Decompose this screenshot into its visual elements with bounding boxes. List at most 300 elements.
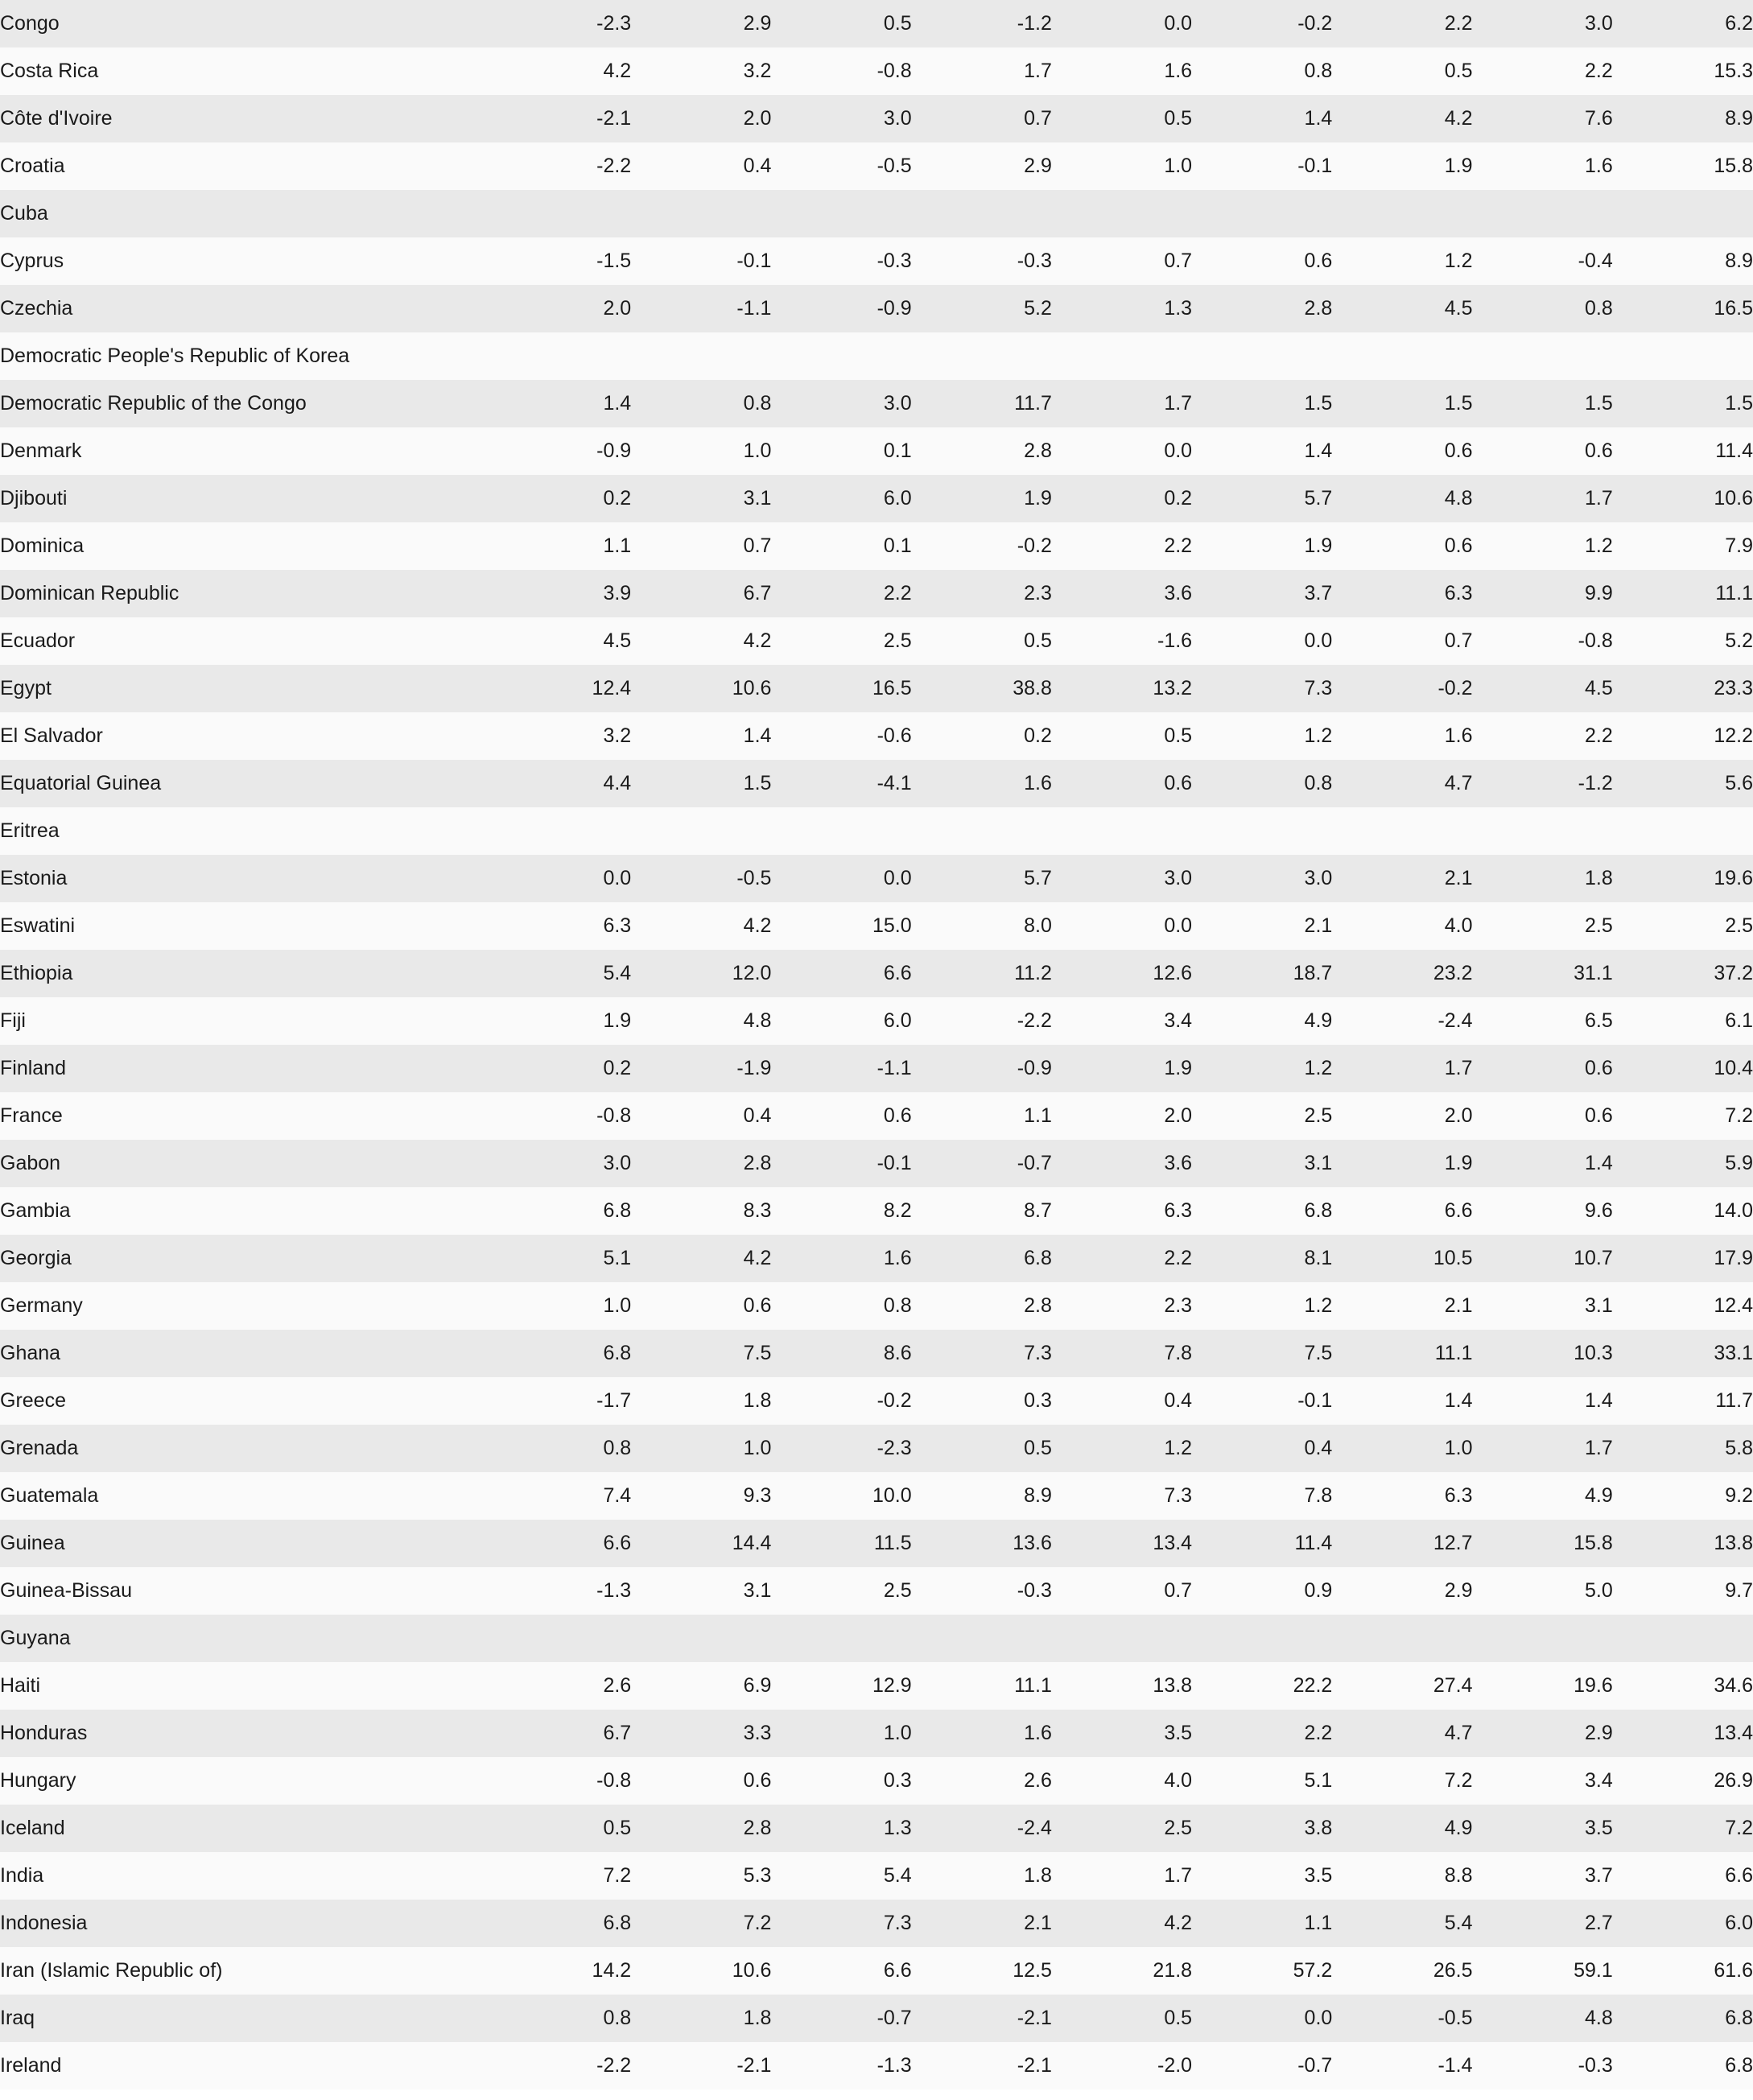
value-cell: 3.1: [631, 475, 771, 522]
value-cell: 3.0: [1192, 855, 1332, 902]
value-cell: 3.6: [1052, 1140, 1192, 1187]
value-cell: 7.2: [631, 1900, 771, 1947]
value-cell: 9.3: [631, 1472, 771, 1520]
country-cell: Eswatini: [0, 902, 491, 950]
value-cell: 2.8: [631, 1805, 771, 1852]
value-cell: 3.0: [771, 380, 911, 427]
value-cell: 3.1: [631, 1567, 771, 1615]
value-cell: 4.0: [1052, 1757, 1192, 1805]
value-cell: 4.9: [1192, 997, 1332, 1045]
value-cell: 6.3: [1332, 570, 1472, 617]
value-cell: 0.6: [1052, 760, 1192, 807]
country-cell: Honduras: [0, 1710, 491, 1757]
country-cell: Denmark: [0, 427, 491, 475]
value-cell: 2.5: [1473, 902, 1613, 950]
value-cell: 2.3: [912, 570, 1052, 617]
country-cell: Grenada: [0, 1425, 491, 1472]
table-row: [0, 1947, 1753, 1995]
value-cell: 11.5: [771, 1520, 911, 1567]
value-cell: 11.7: [912, 380, 1052, 427]
value-cell: [1613, 1615, 1753, 1662]
value-cell: 5.2: [1613, 617, 1753, 665]
value-cell: 1.0: [631, 1425, 771, 1472]
country-cell: Côte d'Ivoire: [0, 95, 491, 142]
value-cell: 0.2: [491, 1045, 631, 1092]
value-cell: 2.9: [1473, 1710, 1613, 1757]
value-cell: 2.1: [1332, 1282, 1472, 1330]
value-cell: [771, 332, 911, 380]
table-row: [0, 1900, 1753, 1947]
value-cell: -0.4: [1473, 237, 1613, 285]
value-cell: 10.3: [1473, 1330, 1613, 1377]
table-row: [0, 2042, 1753, 2090]
table-row: [0, 1235, 1753, 1282]
country-cell: Haiti: [0, 1662, 491, 1710]
value-cell: 37.2: [1613, 950, 1753, 997]
value-cell: 5.4: [1332, 1900, 1472, 1947]
value-cell: 12.4: [1613, 1282, 1753, 1330]
value-cell: 2.1: [1192, 902, 1332, 950]
value-cell: 6.3: [1052, 1187, 1192, 1235]
value-cell: 6.8: [491, 1187, 631, 1235]
value-cell: 15.3: [1613, 47, 1753, 95]
value-cell: 0.5: [912, 1425, 1052, 1472]
value-cell: 1.1: [491, 522, 631, 570]
value-cell: 0.4: [631, 142, 771, 190]
value-cell: 23.3: [1613, 665, 1753, 712]
country-cell: Dominican Republic: [0, 570, 491, 617]
value-cell: 19.6: [1473, 1662, 1613, 1710]
value-cell: 3.5: [1052, 1710, 1192, 1757]
value-cell: 2.2: [1052, 522, 1192, 570]
value-cell: 13.8: [1613, 1520, 1753, 1567]
value-cell: [1192, 190, 1332, 237]
value-cell: 9.7: [1613, 1567, 1753, 1615]
value-cell: 1.9: [1332, 1140, 1472, 1187]
country-cell: Estonia: [0, 855, 491, 902]
table-row: [0, 332, 1753, 380]
value-cell: 1.7: [1052, 1852, 1192, 1900]
value-cell: 1.0: [1332, 1425, 1472, 1472]
value-cell: 34.6: [1613, 1662, 1753, 1710]
value-cell: 17.9: [1613, 1235, 1753, 1282]
value-cell: -0.1: [1192, 1377, 1332, 1425]
value-cell: 6.0: [771, 475, 911, 522]
value-cell: -1.4: [1332, 2042, 1472, 2090]
value-cell: 2.9: [1332, 1567, 1472, 1615]
table-row: [0, 760, 1753, 807]
value-cell: -0.8: [491, 1757, 631, 1805]
value-cell: 6.6: [771, 1947, 911, 1995]
value-cell: 9.2: [1613, 1472, 1753, 1520]
value-cell: 10.0: [771, 1472, 911, 1520]
value-cell: 7.2: [1613, 1092, 1753, 1140]
value-cell: 7.3: [771, 1900, 911, 1947]
value-cell: [1332, 190, 1472, 237]
value-cell: [491, 807, 631, 855]
value-cell: 6.0: [771, 997, 911, 1045]
value-cell: 2.1: [1332, 855, 1472, 902]
value-cell: 6.1: [1613, 997, 1753, 1045]
value-cell: 38.8: [912, 665, 1052, 712]
value-cell: 2.1: [912, 1900, 1052, 1947]
value-cell: 3.7: [1473, 1852, 1613, 1900]
value-cell: 7.9: [1613, 522, 1753, 570]
value-cell: 12.2: [1613, 712, 1753, 760]
value-cell: 2.2: [1332, 0, 1472, 47]
value-cell: 0.2: [491, 475, 631, 522]
value-cell: 12.9: [771, 1662, 911, 1710]
value-cell: 0.8: [491, 1425, 631, 1472]
value-cell: 4.5: [1332, 285, 1472, 332]
value-cell: -1.9: [631, 1045, 771, 1092]
value-cell: 15.8: [1473, 1520, 1613, 1567]
value-cell: 8.9: [912, 1472, 1052, 1520]
table-row: [0, 1377, 1753, 1425]
value-cell: 1.7: [912, 47, 1052, 95]
value-cell: -1.3: [491, 1567, 631, 1615]
country-cell: France: [0, 1092, 491, 1140]
value-cell: -2.1: [912, 1995, 1052, 2042]
value-cell: [631, 190, 771, 237]
value-cell: -2.3: [771, 1425, 911, 1472]
value-cell: 0.2: [1052, 475, 1192, 522]
value-cell: 1.7: [1332, 1045, 1472, 1092]
value-cell: -4.1: [771, 760, 911, 807]
table-row: [0, 1330, 1753, 1377]
value-cell: -0.5: [771, 142, 911, 190]
value-cell: [1613, 332, 1753, 380]
value-cell: 13.8: [1052, 1662, 1192, 1710]
country-cell: Djibouti: [0, 475, 491, 522]
value-cell: 3.5: [1192, 1852, 1332, 1900]
value-cell: 5.7: [912, 855, 1052, 902]
value-cell: 6.8: [1613, 1995, 1753, 2042]
value-cell: 3.0: [1052, 855, 1192, 902]
country-cell: Democratic People's Republic of Korea: [0, 332, 491, 380]
value-cell: 6.6: [491, 1520, 631, 1567]
value-cell: 0.5: [1052, 712, 1192, 760]
country-cell: Eritrea: [0, 807, 491, 855]
value-cell: 10.6: [631, 665, 771, 712]
value-cell: [1473, 807, 1613, 855]
value-cell: 1.9: [1192, 522, 1332, 570]
value-cell: 31.1: [1473, 950, 1613, 997]
value-cell: 26.9: [1613, 1757, 1753, 1805]
value-cell: 0.5: [771, 0, 911, 47]
table-row: [0, 522, 1753, 570]
table-row: [0, 617, 1753, 665]
value-cell: 1.0: [631, 427, 771, 475]
value-cell: -2.2: [912, 997, 1052, 1045]
country-cell: Czechia: [0, 285, 491, 332]
table-row: [0, 1710, 1753, 1757]
country-cell: Cyprus: [0, 237, 491, 285]
value-cell: 1.1: [1192, 1900, 1332, 1947]
value-cell: 6.6: [1613, 1852, 1753, 1900]
value-cell: 13.6: [912, 1520, 1052, 1567]
value-cell: 11.1: [1332, 1330, 1472, 1377]
value-cell: 8.0: [912, 902, 1052, 950]
value-cell: 4.2: [631, 902, 771, 950]
country-cell: Guyana: [0, 1615, 491, 1662]
country-cell: Greece: [0, 1377, 491, 1425]
value-cell: [771, 1615, 911, 1662]
country-cell: Guatemala: [0, 1472, 491, 1520]
value-cell: 2.8: [1192, 285, 1332, 332]
value-cell: [1052, 190, 1192, 237]
value-cell: 6.8: [491, 1900, 631, 1947]
value-cell: [771, 807, 911, 855]
value-cell: [1192, 807, 1332, 855]
value-cell: -0.1: [1192, 142, 1332, 190]
value-cell: -0.9: [491, 427, 631, 475]
value-cell: 1.6: [1332, 712, 1472, 760]
value-cell: 26.5: [1332, 1947, 1472, 1995]
value-cell: 0.4: [1192, 1425, 1332, 1472]
value-cell: 0.6: [631, 1282, 771, 1330]
value-cell: 0.0: [1052, 427, 1192, 475]
value-cell: 10.6: [1613, 475, 1753, 522]
value-cell: -0.2: [1192, 0, 1332, 47]
country-cell: Guinea-Bissau: [0, 1567, 491, 1615]
value-cell: -0.3: [771, 237, 911, 285]
value-cell: 0.0: [1192, 617, 1332, 665]
value-cell: -2.3: [491, 0, 631, 47]
value-cell: 6.3: [491, 902, 631, 950]
value-cell: 3.8: [1192, 1805, 1332, 1852]
value-cell: [1473, 190, 1613, 237]
country-cell: Guinea: [0, 1520, 491, 1567]
value-cell: 1.4: [1473, 1140, 1613, 1187]
value-cell: 1.8: [631, 1995, 771, 2042]
value-cell: 59.1: [1473, 1947, 1613, 1995]
value-cell: 4.2: [1052, 1900, 1192, 1947]
value-cell: -0.6: [771, 712, 911, 760]
table-row: [0, 475, 1753, 522]
table-row: [0, 142, 1753, 190]
table-row: [0, 427, 1753, 475]
value-cell: 4.2: [491, 47, 631, 95]
value-cell: 3.3: [631, 1710, 771, 1757]
value-cell: 6.5: [1473, 997, 1613, 1045]
table-row: [0, 1425, 1753, 1472]
value-cell: 2.0: [631, 95, 771, 142]
value-cell: -0.2: [1332, 665, 1472, 712]
value-cell: 7.5: [631, 1330, 771, 1377]
value-cell: 2.2: [1192, 1710, 1332, 1757]
value-cell: 6.8: [1192, 1187, 1332, 1235]
value-cell: [491, 190, 631, 237]
value-cell: -0.5: [631, 855, 771, 902]
value-cell: 1.6: [912, 760, 1052, 807]
value-cell: 3.0: [491, 1140, 631, 1187]
value-cell: 6.7: [491, 1710, 631, 1757]
value-cell: 1.3: [771, 1805, 911, 1852]
value-cell: 0.7: [1332, 617, 1472, 665]
value-cell: 7.5: [1192, 1330, 1332, 1377]
value-cell: [1332, 807, 1472, 855]
value-cell: 13.4: [1613, 1710, 1753, 1757]
value-cell: [1192, 332, 1332, 380]
value-cell: 2.0: [1052, 1092, 1192, 1140]
table-row: [0, 190, 1753, 237]
value-cell: 0.0: [771, 855, 911, 902]
value-cell: 1.5: [631, 760, 771, 807]
value-cell: 0.6: [1192, 237, 1332, 285]
value-cell: 3.4: [1052, 997, 1192, 1045]
value-cell: 1.3: [1052, 285, 1192, 332]
value-cell: 0.8: [1192, 47, 1332, 95]
value-cell: [1613, 190, 1753, 237]
value-cell: 8.8: [1332, 1852, 1472, 1900]
value-cell: 6.9: [631, 1662, 771, 1710]
value-cell: 6.3: [1332, 1472, 1472, 1520]
value-cell: 0.6: [1473, 1092, 1613, 1140]
value-cell: 4.9: [1473, 1472, 1613, 1520]
value-cell: 4.9: [1332, 1805, 1472, 1852]
country-cell: Iraq: [0, 1995, 491, 2042]
table-row: [0, 807, 1753, 855]
value-cell: 4.8: [631, 997, 771, 1045]
country-cell: Gambia: [0, 1187, 491, 1235]
value-cell: 1.6: [1473, 142, 1613, 190]
value-cell: 0.3: [771, 1757, 911, 1805]
value-cell: 0.7: [631, 522, 771, 570]
value-cell: 8.6: [771, 1330, 911, 1377]
value-cell: 12.7: [1332, 1520, 1472, 1567]
value-cell: 2.0: [491, 285, 631, 332]
value-cell: 5.1: [1192, 1757, 1332, 1805]
value-cell: 8.9: [1613, 95, 1753, 142]
value-cell: 0.5: [1052, 1995, 1192, 2042]
country-cell: Dominica: [0, 522, 491, 570]
table-row: [0, 712, 1753, 760]
value-cell: 0.0: [1052, 902, 1192, 950]
value-cell: 2.5: [1613, 902, 1753, 950]
value-cell: 1.0: [1052, 142, 1192, 190]
value-cell: -1.3: [771, 2042, 911, 2090]
country-cell: Egypt: [0, 665, 491, 712]
value-cell: 1.9: [912, 475, 1052, 522]
value-cell: 3.2: [491, 712, 631, 760]
value-cell: 13.4: [1052, 1520, 1192, 1567]
value-cell: 2.2: [771, 570, 911, 617]
value-cell: 6.8: [491, 1330, 631, 1377]
value-cell: 7.3: [1052, 1472, 1192, 1520]
value-cell: [491, 332, 631, 380]
value-cell: 1.5: [1473, 380, 1613, 427]
value-cell: 2.7: [1473, 1900, 1613, 1947]
value-cell: 3.9: [491, 570, 631, 617]
value-cell: 0.6: [1473, 427, 1613, 475]
value-cell: 2.2: [1473, 712, 1613, 760]
table-row: [0, 47, 1753, 95]
value-cell: 5.7: [1192, 475, 1332, 522]
value-cell: 2.6: [912, 1757, 1052, 1805]
value-cell: 1.2: [1473, 522, 1613, 570]
value-cell: 6.2: [1613, 0, 1753, 47]
value-cell: 4.4: [491, 760, 631, 807]
value-cell: 7.2: [1613, 1805, 1753, 1852]
value-cell: 3.4: [1473, 1757, 1613, 1805]
value-cell: -2.1: [631, 2042, 771, 2090]
value-cell: 3.1: [1473, 1282, 1613, 1330]
value-cell: 5.9: [1613, 1140, 1753, 1187]
value-cell: 0.0: [1192, 1995, 1332, 2042]
value-cell: 61.6: [1613, 1947, 1753, 1995]
value-cell: 0.5: [1052, 95, 1192, 142]
value-cell: -0.8: [1473, 617, 1613, 665]
country-cell: Ghana: [0, 1330, 491, 1377]
table-row: [0, 1852, 1753, 1900]
value-cell: 1.2: [1192, 1045, 1332, 1092]
table-row: [0, 902, 1753, 950]
value-cell: [912, 807, 1052, 855]
value-cell: 33.1: [1613, 1330, 1753, 1377]
value-cell: 1.4: [1192, 427, 1332, 475]
value-cell: 0.7: [912, 95, 1052, 142]
value-cell: 1.2: [1332, 237, 1472, 285]
value-cell: 0.4: [1052, 1377, 1192, 1425]
value-cell: 1.2: [1192, 1282, 1332, 1330]
value-cell: 10.4: [1613, 1045, 1753, 1092]
value-cell: 1.0: [771, 1710, 911, 1757]
value-cell: 1.4: [1473, 1377, 1613, 1425]
value-cell: -0.7: [771, 1995, 911, 2042]
value-cell: 16.5: [771, 665, 911, 712]
country-cell: Fiji: [0, 997, 491, 1045]
value-cell: 19.6: [1613, 855, 1753, 902]
value-cell: 7.6: [1473, 95, 1613, 142]
value-cell: 5.4: [491, 950, 631, 997]
value-cell: 13.2: [1052, 665, 1192, 712]
value-cell: -0.3: [1473, 2042, 1613, 2090]
value-cell: -0.3: [912, 1567, 1052, 1615]
value-cell: 4.8: [1473, 1995, 1613, 2042]
country-cell: El Salvador: [0, 712, 491, 760]
table-row: [0, 1662, 1753, 1710]
value-cell: 2.3: [1052, 1282, 1192, 1330]
value-cell: 3.1: [1192, 1140, 1332, 1187]
value-cell: 8.2: [771, 1187, 911, 1235]
value-cell: 0.8: [771, 1282, 911, 1330]
value-cell: [1332, 1615, 1472, 1662]
table-row: [0, 380, 1753, 427]
value-cell: [912, 332, 1052, 380]
country-cell: Equatorial Guinea: [0, 760, 491, 807]
value-cell: 2.8: [631, 1140, 771, 1187]
value-cell: 5.3: [631, 1852, 771, 1900]
table-row: [0, 285, 1753, 332]
value-cell: 12.0: [631, 950, 771, 997]
value-cell: -0.8: [771, 47, 911, 95]
value-cell: 1.4: [631, 712, 771, 760]
value-cell: 7.8: [1052, 1330, 1192, 1377]
value-cell: 0.8: [631, 380, 771, 427]
value-cell: 4.2: [631, 1235, 771, 1282]
value-cell: -0.3: [912, 237, 1052, 285]
country-cell: Croatia: [0, 142, 491, 190]
value-cell: 9.9: [1473, 570, 1613, 617]
value-cell: 2.5: [771, 1567, 911, 1615]
value-cell: -0.8: [491, 1092, 631, 1140]
country-cell: Democratic Republic of the Congo: [0, 380, 491, 427]
value-cell: 0.6: [1332, 522, 1472, 570]
table-row: [0, 1187, 1753, 1235]
value-cell: 14.4: [631, 1520, 771, 1567]
value-cell: 2.2: [1473, 47, 1613, 95]
